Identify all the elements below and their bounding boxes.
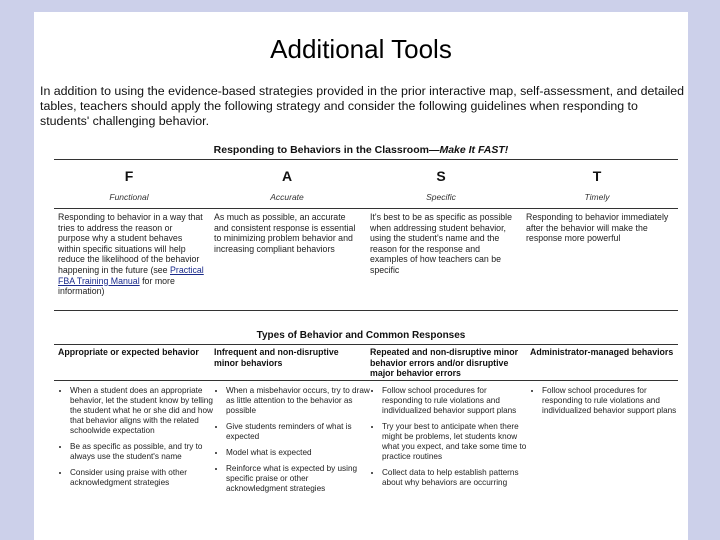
list-item: • When a misbehavior occurs, try to draw as little attention to the behavior as possible (226, 386, 372, 416)
fba-manual-link[interactable]: Practical FBA Training Manual (58, 264, 204, 286)
fast-note-prefix: (see (150, 264, 171, 275)
types-heading-administrator: Administrator-managed behaviors (530, 347, 674, 357)
list-item: • Follow school procedures for responding to rule violations and individualized behavior support plans (382, 386, 528, 416)
fast-top-rule (54, 159, 678, 160)
fast-letter-t: T (592, 168, 602, 184)
list-item: • Consider using praise with other acknowledgment strategies (70, 468, 216, 488)
types-table-caption: Types of Behavior and Common Responses (256, 330, 466, 341)
types-top-rule (54, 344, 678, 345)
slide-page (34, 12, 688, 540)
fast-letter-a: A (281, 168, 293, 184)
list-item: • Give students reminders of what is expected (226, 422, 372, 442)
slide-title: Additional Tools (270, 34, 452, 64)
types-heading-appropriate: Appropriate or expected behavior (58, 347, 199, 357)
types-list-minor (214, 386, 372, 500)
fast-letter-f: F (124, 168, 134, 184)
intro-paragraph: In addition to using the evidence-based strategies provided in the prior interactive map, self-assessment, and detailed tables, teachers should apply the following strategy and consider the following guidelines when responding to students' challenging behavior. (40, 84, 684, 128)
fast-bottom-rule (54, 310, 678, 311)
types-list-appropriate (58, 386, 216, 494)
list-item: • Collect data to help establish patterns about why behaviors are occurring (382, 468, 528, 488)
list-item: • Try your best to anticipate when there might be problems, let students know what you expect, and take some time to practice routines (382, 422, 528, 462)
types-heading-minor: Infrequent and non-disruptive minor behaviors (214, 347, 339, 368)
list-item: • Model what is expected (226, 448, 372, 458)
fast-word-timely: Timely (584, 192, 610, 202)
fast-cell-functional (58, 212, 206, 297)
types-list-repeated (370, 386, 528, 494)
list-item: • Follow school procedures for responding to rule violations and individualized behavior support plans (542, 386, 688, 416)
fast-caption-emphasis: Make It FAST! (439, 144, 509, 156)
fast-word-specific: Specific (426, 192, 456, 202)
types-header-rule (54, 380, 678, 381)
fast-letter-s: S (436, 168, 446, 184)
fast-header-rule (54, 208, 678, 209)
fast-cell-specific: It's best to be as specific as possible when addressing student behavior, using the student's name and the reason for the response and examples of how teachers can be specific (370, 212, 513, 275)
fast-note-suffix: for more information) (58, 275, 175, 297)
types-list-administrator (530, 386, 688, 422)
fast-cell-accurate: As much as possible, an accurate and consistent response is essential to minimizing problem behavior and increasing compliant behaviors (214, 212, 356, 254)
list-item: • Be as specific as possible, and try to always use the student's name (70, 442, 216, 462)
types-heading-repeated: Repeated and non-disruptive minor behavior errors and/or disruptive major behavior errors (370, 347, 519, 379)
fast-word-accurate: Accurate (270, 192, 304, 202)
fast-caption-prefix: Responding to Behaviors in the Classroom— (213, 144, 440, 156)
list-item: • When a student does an appropriate behavior, let the student know by telling the student what he or she did and how that behavior aligns with the related schoolwide expectation (70, 386, 216, 436)
fast-cell-timely: Responding to behavior immediately after the behavior will make the response more powerful (526, 212, 669, 244)
fast-word-functional: Functional (109, 192, 149, 202)
fast-table-caption (34, 144, 688, 156)
fast-text-functional: Responding to behavior in a way that tries to address the reason or purpose why a student behaves within specific situations will help reduce the likelihood of the behavior happening in the future (58, 212, 203, 275)
list-item: • Reinforce what is expected by using specific praise or other acknowledgment strategies (226, 464, 372, 494)
